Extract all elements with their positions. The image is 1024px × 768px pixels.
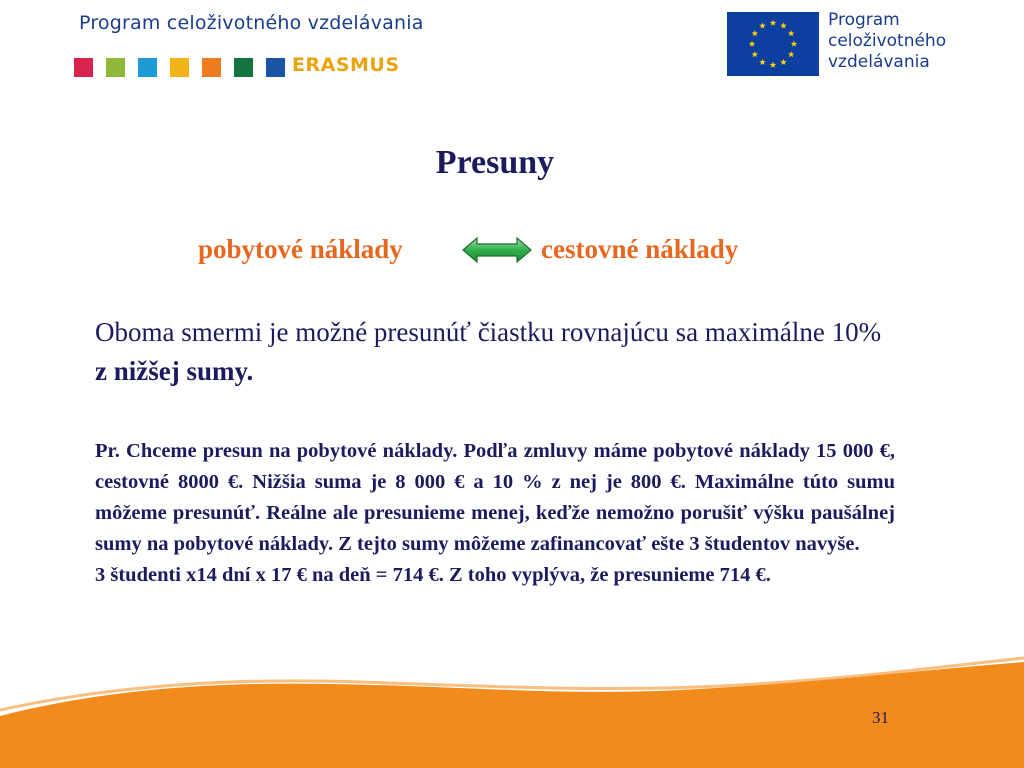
- color-square: [106, 58, 125, 77]
- color-square: [170, 58, 189, 77]
- color-square: [74, 58, 93, 77]
- color-squares: [74, 58, 285, 77]
- logo-text: [828, 10, 946, 73]
- cost-left-label: pobytové náklady: [198, 234, 403, 264]
- logo-line: Program: [828, 10, 900, 30]
- page-number: 31: [872, 708, 889, 727]
- eu-flag-icon: [727, 12, 819, 76]
- intro-paragraph: [95, 313, 895, 391]
- erasmus-label: ERASMUS: [292, 54, 400, 76]
- intro-bold: z nižšej sumy.: [95, 356, 254, 386]
- cost-right-label: cestovné náklady: [541, 234, 739, 264]
- logo-line: celoživotného: [828, 31, 947, 51]
- logo-line: vzdelávania: [828, 52, 930, 72]
- color-square: [234, 58, 253, 77]
- intro-text: Oboma smermi je možné presunúť čiastku rovnajúcu sa maximálne 10%: [95, 317, 882, 347]
- costs-row: [0, 234, 990, 274]
- decorative-wave: [0, 640, 1024, 768]
- color-square: [202, 58, 221, 77]
- example-calculation: 3 študenti x14 dní x 17 € na deň = 714 €. Z toho vyplýva, že presunieme 714 €.: [95, 564, 771, 586]
- color-square: [138, 58, 157, 77]
- double-arrow-icon: [461, 235, 533, 265]
- slide-title: Presuny: [435, 144, 555, 181]
- header-program-title: Program celoživotného vzdelávania: [79, 12, 424, 34]
- color-square: [266, 58, 285, 77]
- example-paragraph: Pr. Chceme presun na pobytové náklady. Podľa zmluvy máme pobytové náklady 15 000 €, cestovné 8000 €. Nižšia suma je 8 000 € a 10 % z nej je 800 €. Maximálne túto sumu môžeme presunúť. Reálne ale presunieme menej, keďže nemožno porušiť výšku paušálnej sumy na pobytové náklady. Z tejto sumy môžeme zafinancovať ešte 3 študentov navyše.: [95, 440, 895, 555]
- example-block: [95, 436, 895, 591]
